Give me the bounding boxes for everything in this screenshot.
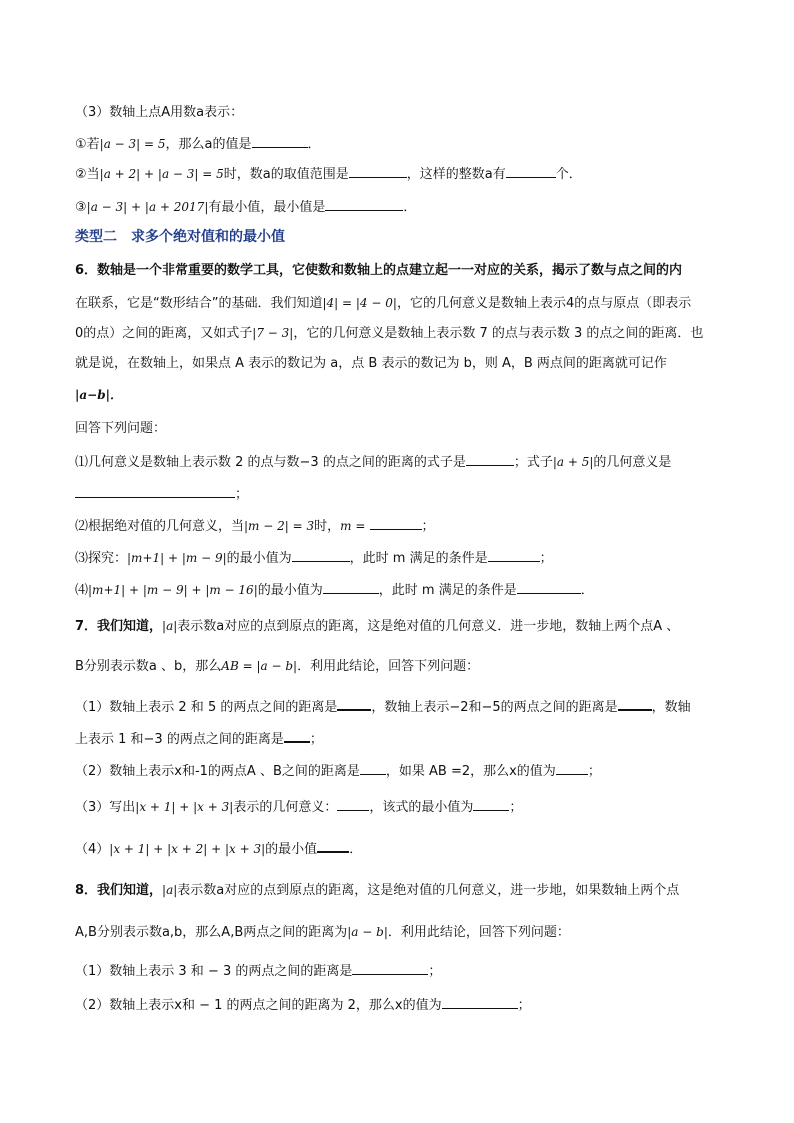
q-text: 的几何意义是 — [593, 455, 672, 470]
q6-part-2 — [75, 516, 435, 536]
answer-blank[interactable] — [466, 452, 514, 466]
math-expr: |x + 1| + |x + 3| — [135, 800, 234, 814]
q-text: ； — [309, 732, 323, 747]
math-expr: |a − b| — [347, 925, 388, 939]
q-text: ；式子 — [513, 455, 553, 470]
q-text: ②当 — [75, 167, 100, 182]
answer-blank[interactable] — [370, 516, 422, 530]
q-text: （3）写出 — [75, 800, 136, 815]
answer-blank[interactable] — [473, 797, 509, 811]
q-text: 表示数a对应的点到原点的距离，这是绝对值的几何意义．进一步地，数轴上两个点A 、 — [177, 619, 680, 634]
q-text: （1）数轴上表示 3 和 − 3 的两点之间的距离是 — [75, 964, 353, 979]
answer-blank[interactable] — [517, 580, 581, 594]
q-text: ． — [349, 842, 363, 857]
q6-part-4 — [75, 580, 594, 600]
q-text: 0的点）之间的距离，又如式子 — [75, 326, 253, 341]
section-heading: 类型二 求多个绝对值和的最小值 — [75, 229, 285, 245]
p3-intro-text: （3）数轴上点A用数a表示： — [75, 105, 244, 120]
q-text: 7．我们知道， — [75, 619, 163, 634]
q8-part-1 — [75, 961, 441, 981]
q-text: 在联系，它是“数形结合”的基础．我们知道 — [75, 296, 323, 311]
math-expr: |a − 3| + |a + 2017| — [86, 200, 209, 214]
q7-line-2 — [75, 657, 479, 676]
answer-blank[interactable] — [337, 696, 371, 711]
q6-prompt: 回答下列问题： — [75, 421, 167, 436]
q7-part-4 — [75, 838, 362, 859]
q-text: ，如果 AB =2，那么x的值为 — [385, 764, 556, 779]
q7-part-2 — [75, 761, 601, 781]
answer-blank[interactable] — [352, 961, 428, 975]
q8-line-2 — [75, 923, 570, 942]
q-text: ； — [517, 998, 531, 1013]
q-text: ，它的几何意义是数轴上表示数 7 的点与表示数 3 的点之间的距离．也 — [293, 326, 704, 341]
q7-part-1-cont — [75, 728, 323, 749]
math-expr: |a + 2| + |a − 3| = 5 — [99, 167, 224, 181]
p3-question-3: ③|a − 3| + |a + 2017|有最小值，最小值是 ． — [75, 197, 416, 217]
answer-blank[interactable] — [618, 696, 652, 711]
q-text: 时，数a的取值范围是 — [223, 167, 349, 182]
math-expr: |a − 3| = 5 — [99, 137, 166, 151]
q-text: ⑵根据绝对值的几何意义，当 — [75, 519, 245, 534]
q-text: ，数轴上表示−2和−5的两点之间的距离是 — [371, 700, 618, 715]
math-expr: |a| — [162, 619, 178, 633]
math-expr: |a + 5| — [552, 455, 594, 469]
q-text: 时， — [314, 519, 341, 534]
math-expr: |7 − 3| — [252, 326, 294, 340]
math-expr: m = — [340, 519, 366, 533]
q-text: A,B分别表示数a,b，那么A,B两点之间的距离为 — [75, 925, 348, 940]
q6-part-1 — [75, 452, 671, 472]
answer-blank[interactable] — [325, 197, 403, 211]
q-text: 的最小值 — [265, 842, 318, 857]
q-text: ，此时 m 满足的条件是 — [349, 551, 488, 566]
q8-line-1 — [75, 881, 679, 900]
q6-line-1: 6．数轴是一个非常重要的数学工具，它使数和数轴上的点建立起一一对应的关系，揭示了数与点之间的内 — [75, 263, 683, 278]
math-expr: |m+1| + |m − 9| — [127, 551, 227, 565]
q-text: ①若 — [75, 137, 100, 152]
math-expr: |m − 2| = 3 — [244, 519, 315, 533]
math-expr: AB = |a − b| — [221, 659, 298, 673]
q-text: ； — [587, 764, 601, 779]
q-text: 个． — [555, 167, 582, 182]
q-text: （2）数轴上表示x和-1的两点A 、B之间的距离是 — [75, 764, 360, 779]
answer-blank[interactable] — [252, 134, 308, 148]
math-expr: |x + 1| + |x + 2| + |x + 3| — [109, 842, 266, 856]
q-text: （1）数轴上表示 2 和 5 的两点之间的距离是 — [75, 700, 338, 715]
q-text: ⑶探究： — [75, 551, 128, 566]
math-expr: |m+1| + |m − 9| + |m − 16| — [88, 583, 258, 597]
q-text: ，那么a的值是 — [165, 137, 252, 152]
q-text: ．利用此结论，回答下列问题： — [387, 925, 570, 940]
q6-line-4: 就是说，在数轴上，如果点 A 表示的数记为 a，点 B 表示的数记为 b，则 A，B 两点间的距离就可记作 — [75, 356, 667, 371]
q-text: ，这样的整数a有 — [406, 167, 506, 182]
answer-blank[interactable] — [488, 548, 540, 562]
q-text: ⑴几何意义是数轴上表示数 2 的点与数−3 的点之间的距离的式子是 — [75, 455, 466, 470]
q-text: ，此时 m 满足的条件是 — [378, 583, 517, 598]
answer-blank[interactable] — [349, 164, 407, 178]
q-text: 有最小值，最小值是 — [208, 200, 326, 215]
q-text: （2）数轴上表示x和 − 1 的两点之间的距离为 2，那么x的值为 — [75, 998, 442, 1013]
q6-line-5: |a−b|． — [75, 388, 122, 402]
math-expr: |4| = |4 − 0| — [322, 296, 397, 310]
math-expr: |a| — [162, 883, 178, 897]
q6-part-1-cont — [75, 484, 248, 504]
q-text: 表示数a对应的点到原点的距离，这是绝对值的几何意义，进一步地，如果数轴上两个点 — [177, 883, 680, 898]
q-text: ．利用此结论，回答下列问题： — [297, 659, 480, 674]
q-text: ③ — [75, 200, 87, 215]
answer-blank[interactable] — [442, 995, 518, 1009]
answer-blank[interactable] — [506, 164, 556, 178]
answer-blank[interactable] — [360, 761, 386, 775]
answer-blank[interactable] — [284, 728, 310, 743]
q-text: B分别表示数a 、b，那么 — [75, 659, 222, 674]
answer-blank[interactable] — [323, 580, 379, 594]
q-text: ⑷ — [75, 583, 89, 598]
q6-line-2 — [75, 294, 691, 313]
q-text: ； — [428, 964, 442, 979]
answer-blank[interactable] — [337, 797, 369, 811]
q-text: （4） — [75, 842, 110, 857]
answer-blank[interactable] — [292, 548, 350, 562]
q-text: 的最小值为 — [257, 583, 323, 598]
q6-part-3 — [75, 548, 553, 568]
p3-intro — [75, 104, 243, 122]
q-text: ． — [580, 583, 594, 598]
q-text: 8．我们知道， — [75, 883, 163, 898]
q-text: ，该式的最小值为 — [369, 800, 474, 815]
q-text: ，数轴 — [651, 700, 691, 715]
q-text: ； — [235, 487, 249, 502]
q8-part-2 — [75, 995, 531, 1015]
answer-blank[interactable] — [75, 484, 235, 498]
q-text: ； — [421, 519, 435, 534]
q-text: 的最小值为 — [226, 551, 292, 566]
answer-blank[interactable] — [556, 761, 588, 775]
q-text: ； — [509, 800, 523, 815]
q-text: ，它的几何意义是数轴上表示4的点与原点（即表示 — [396, 296, 692, 311]
q-text: 上表示 1 和−3 的两点之间的距离是 — [75, 732, 284, 747]
answer-blank[interactable] — [317, 838, 349, 853]
q-text: 表示的几何意义： — [233, 800, 338, 815]
q7-part-3 — [75, 797, 522, 817]
q7-line-1 — [75, 617, 679, 636]
q-text: ； — [539, 551, 553, 566]
q7-part-1 — [75, 696, 691, 717]
q6-line-3 — [75, 324, 703, 343]
p3-question-2 — [75, 164, 582, 184]
p3-question-1: ①若|a − 3| = 5，那么a的值是 ． — [75, 134, 321, 154]
